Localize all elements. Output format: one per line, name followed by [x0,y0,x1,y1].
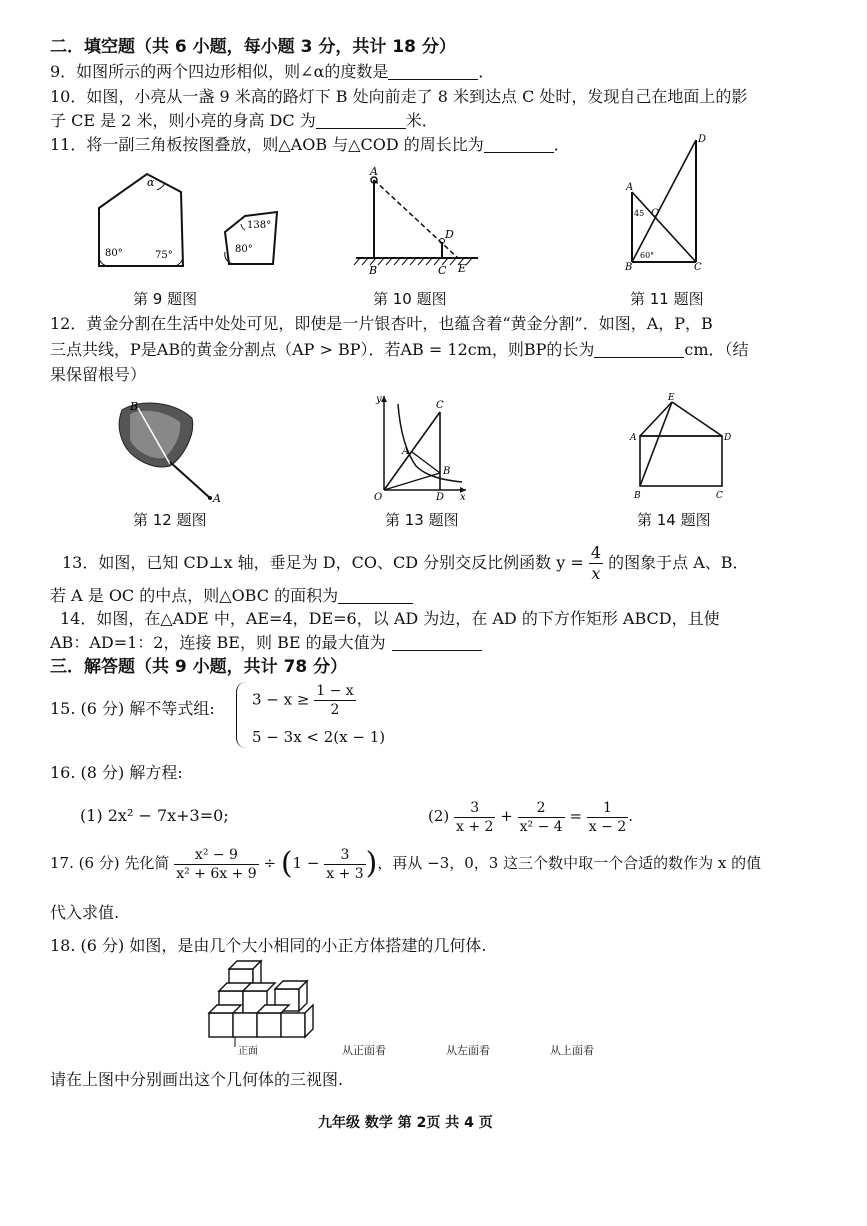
front-view-label: 从正面看 [342,1044,386,1057]
question-13-text2: 若 A 是 OC 的中点，则△OBC 的面积为 [50,586,339,605]
label-B: B [634,491,641,501]
label-D: D [445,228,454,241]
figure-10 [350,162,490,280]
question-9 [50,61,494,83]
question-12-text: 三点共线，P是AB的黄金分割点（AP > BP）．若AB = 12cm，则BP的长为 [50,340,595,359]
label-O: O [651,208,660,219]
question-10-line2 [50,110,438,132]
answer-blank-12[interactable] [594,341,684,358]
front-direction-label: 正面 [238,1046,258,1057]
question-9-end: ． [478,62,495,81]
figure-9 [85,160,295,270]
question-12-line1: 12．黄金分割在生活中处处可见，即使是一片银杏叶，也蕴含着“黄金分割”．如图，A，P，B [50,314,713,333]
question-12-line2 [50,339,749,361]
caption-figure-14: 第 14 题图 [637,511,711,529]
label-C: C [436,400,444,411]
label-A: A [626,182,634,193]
label-x: x [460,492,466,503]
question-10-text: 子 CE 是 2 米，则小亮的身高 DC 为 [50,111,316,130]
figure-18-cubes [205,955,315,1047]
label-A: A [402,446,410,457]
inequality-2: 5 − 3x < 2(x − 1) [252,728,386,746]
question-13-post: 的图象于点 A、B． [608,553,749,572]
question-16-part1: (1) 2x² − 7x+3=0; [80,806,229,825]
label-B: B [369,264,378,277]
label-C: C [438,264,447,277]
alpha-label: α [147,176,155,189]
question-9-text: 9．如图所示的两个四边形相似，则∠α的度数是 [50,62,389,81]
angle-138-label: 138° [247,220,272,231]
question-16-label: 16. (8 分) 解方程: [50,763,183,782]
figure-13 [366,390,476,508]
label-B: B [625,262,633,273]
question-11-end: ． [553,135,570,154]
section-title-fill-in: 二．填空题（共 6 小题，每小题 3 分，共计 18 分） [50,37,456,57]
caption-figure-13: 第 13 题图 [385,511,459,529]
angle-80b-label: 80° [235,244,253,255]
question-10-end: 米． [405,111,438,130]
question-13-line2 [50,585,413,607]
label-y: y [376,394,382,405]
question-10-line1: 10．如图，小亮从一盏 9 米高的路灯下 B 处向前走了 8 米到达点 C 处时，发现自己在地面上的影 [50,87,748,106]
label-B: B [443,466,451,477]
label-A: A [213,492,221,505]
top-view-label: 从上面看 [550,1044,594,1057]
answer-blank-11[interactable] [484,136,554,153]
question-14-text: AB：AD=1：2，连接 BE，则 BE 的最大值为 [50,633,386,652]
angle-45-label: 45 [634,209,645,218]
question-12-line3: 果保留根号） [50,365,147,384]
question-13-line1 [62,540,749,586]
question-12-end: cm．（结 [684,340,749,359]
angle-75-label: 75° [155,250,173,261]
fraction-4-over-x: $\frac{4}{x}$ [590,543,602,583]
question-17-line2: 代入求值. [50,903,120,922]
angle-80-label: 80° [105,248,123,259]
label-B: B [130,400,139,413]
page-footer: 九年级 数学 第 2页 共 4 页 [318,1115,493,1131]
label-O: O [374,492,383,503]
question-14-line1: 14．如图，在△ADE 中，AE=4，DE=6，以 AD 为边，在 AD 的下方作矩形 ABCD，且使 [60,609,720,628]
question-15-label: 15. (6 分) 解不等式组: [50,699,215,718]
question-16-part2: (2) $\frac{3}{x + 2}$ + $\frac{2}{\text{x² − 4}}$ = $\frac{1}{x - 2}$ . [428,799,634,835]
label-D: D [724,433,732,443]
figure-11 [618,130,718,280]
figure-12-ginkgo-leaf [112,396,232,506]
answer-blank-9[interactable] [388,63,478,80]
answer-blank-13[interactable] [338,587,413,604]
question-14-line2 [50,632,482,654]
question-18-instruction: 请在上图中分别画出这个几何体的三视图. [50,1070,344,1089]
caption-figure-11: 第 11 题图 [630,290,704,308]
label-E: E [668,393,675,403]
angle-60-label: 60° [640,251,655,260]
question-11 [50,134,570,156]
question-17-line1: 17. (6 分) 先化简 $\frac{\text{x² − 9}}{\text{x² + 6x + 9}}$ ÷ (1 − $\frac{3}{x + 3}$ )，再从 −3，0，3 这三个数中取一个合适的数作为 x 的值 [50,846,762,882]
system-brace [236,682,251,748]
label-C: C [694,262,702,273]
left-view-label: 从左面看 [446,1044,490,1057]
label-A: A [370,165,378,178]
caption-figure-12: 第 12 题图 [133,511,207,529]
section-title-answer: 三．解答题（共 9 小题，共计 78 分） [50,657,348,677]
label-E: E [458,262,467,275]
question-18-label: 18. (6 分) 如图，是由几个大小相同的小正方体搭建的几何体. [50,936,487,955]
question-11-text: 11．将一副三角板按图叠放，则△AOB 与△COD 的周长比为 [50,135,484,154]
question-13-text: 13．如图，已知 CD⊥x 轴，垂足为 D，CO、CD 分别交反比例函数 y = [62,553,584,572]
label-C: C [716,491,723,501]
label-A: A [630,433,637,443]
answer-blank-14[interactable] [392,634,482,651]
caption-figure-9: 第 9 题图 [133,290,198,308]
label-D: D [436,492,445,503]
inequality-1: 3 − x ≥ $\frac{1 - x}{2}$ [252,683,354,718]
label-D: D [698,134,707,145]
figure-14 [628,392,738,504]
caption-figure-10: 第 10 题图 [373,290,447,308]
answer-blank-10[interactable] [316,112,406,129]
